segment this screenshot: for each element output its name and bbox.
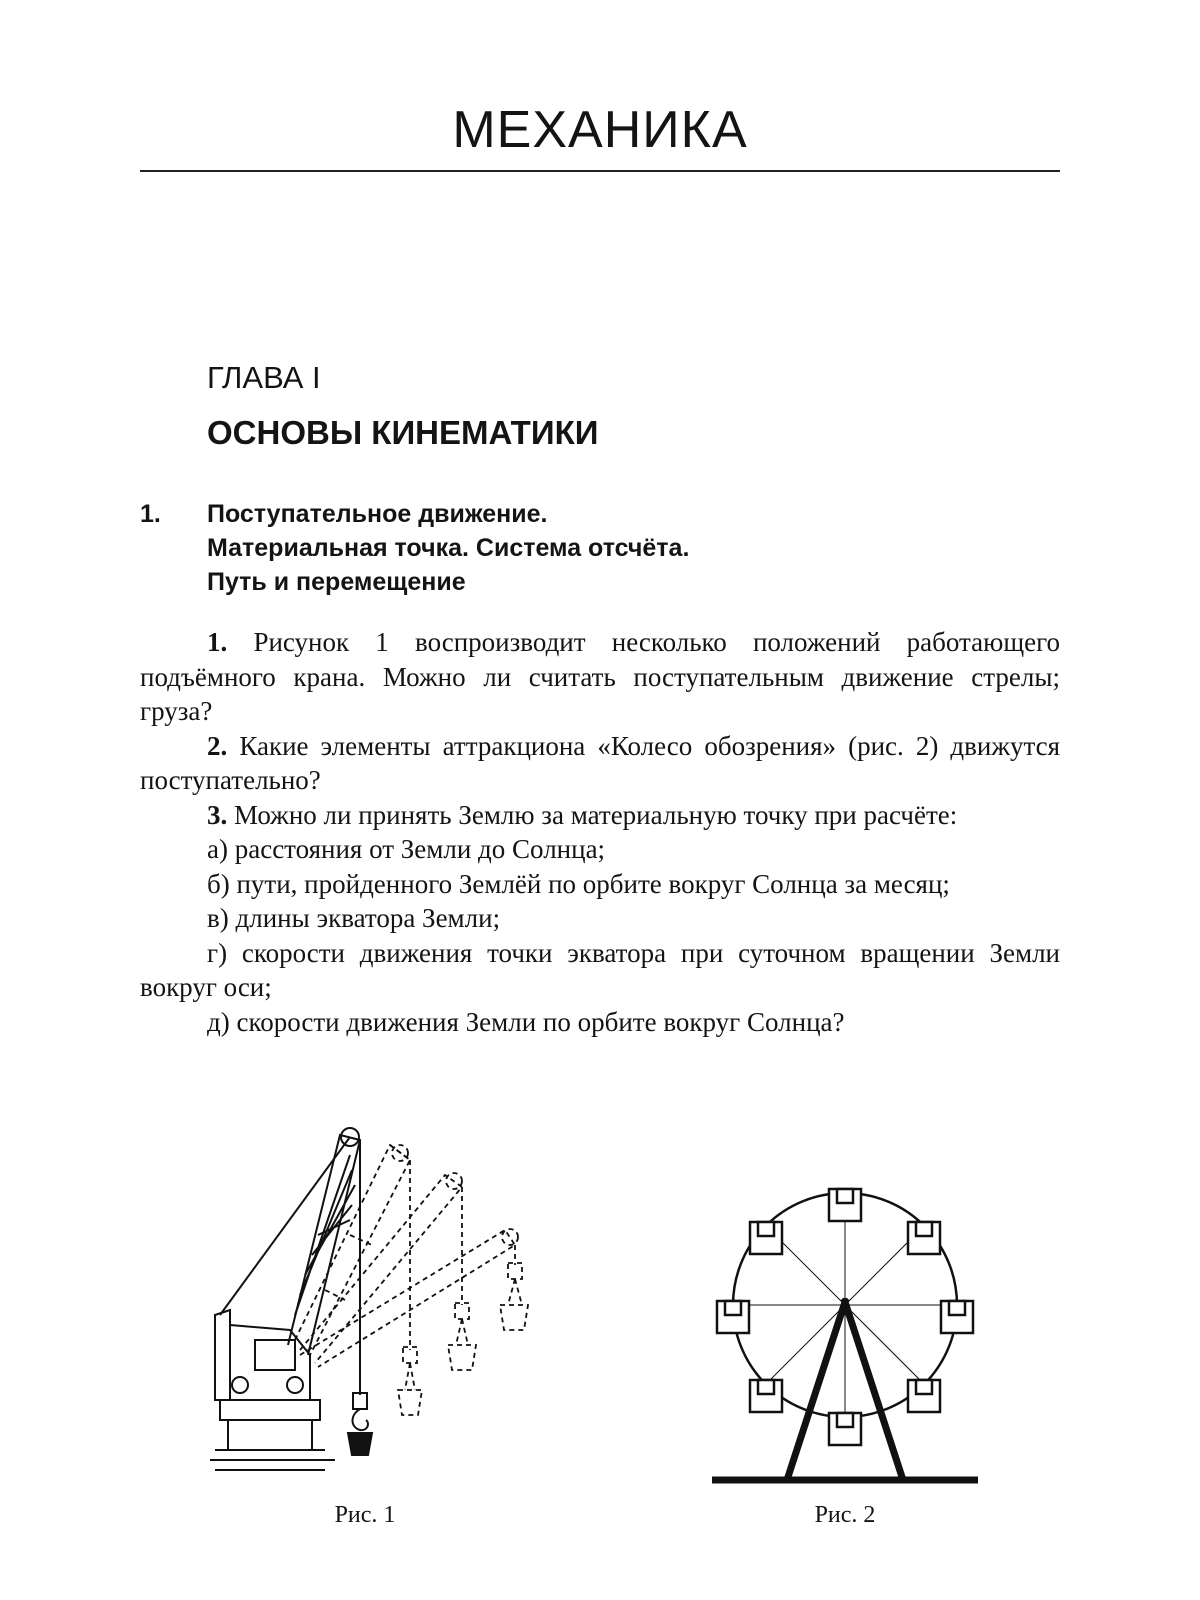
sub-item: д) скорости движения Земли по орбите вокруг Солнца? <box>207 1006 845 1037</box>
problem-text: Какие элементы аттракциона «Колесо обозрения» (рис. 2) движутся поступательно? <box>140 730 1061 795</box>
section-title-line: Путь и перемещение <box>207 568 466 596</box>
problem-3 <box>140 798 1060 833</box>
problem-text: Можно ли принять Землю за материальную точку при расчёте: <box>234 799 958 830</box>
problem-1 <box>140 625 1060 729</box>
figure-1-caption: Рис. 1 <box>334 1502 396 1528</box>
section-title <box>207 497 1047 599</box>
ferris-wheel-figure <box>700 1180 990 1490</box>
sub-item: г) скорости движения точки экватора при суточном вращении Земли вокруг оси; <box>140 937 1060 1002</box>
problem-number: 2. <box>207 730 228 761</box>
title-divider <box>140 170 1060 172</box>
sub-item: а) расстояния от Земли до Солнца; <box>207 834 606 864</box>
section-number: 1. <box>140 500 161 528</box>
section-title-line: Поступательное движение. <box>207 500 548 528</box>
chapter-label: ГЛАВА I <box>207 360 321 395</box>
crane-figure <box>200 1115 540 1485</box>
chapter-title: ОСНОВЫ КИНЕМАТИКИ <box>207 414 599 451</box>
problem-text: Рисунок 1 воспроизводит несколько положений работающего подъёмного крана. Можно ли считать поступательным движение стрелы; груза? <box>140 627 1060 726</box>
figure-2-caption: Рис. 2 <box>814 1502 876 1528</box>
problem-number: 1. <box>207 627 228 657</box>
problem-2 <box>140 729 1060 798</box>
problem-text <box>140 625 1060 1039</box>
page-title: МЕХАНИКА <box>452 101 748 159</box>
section-title-line: Материальная точка. Система отсчёта. <box>207 534 690 562</box>
problem-number: 3. <box>207 799 228 830</box>
sub-item: в) длины экватора Земли; <box>207 903 501 933</box>
sub-item: б) пути, пройденного Землёй по орбите вокруг Солнца за месяц; <box>207 868 950 899</box>
